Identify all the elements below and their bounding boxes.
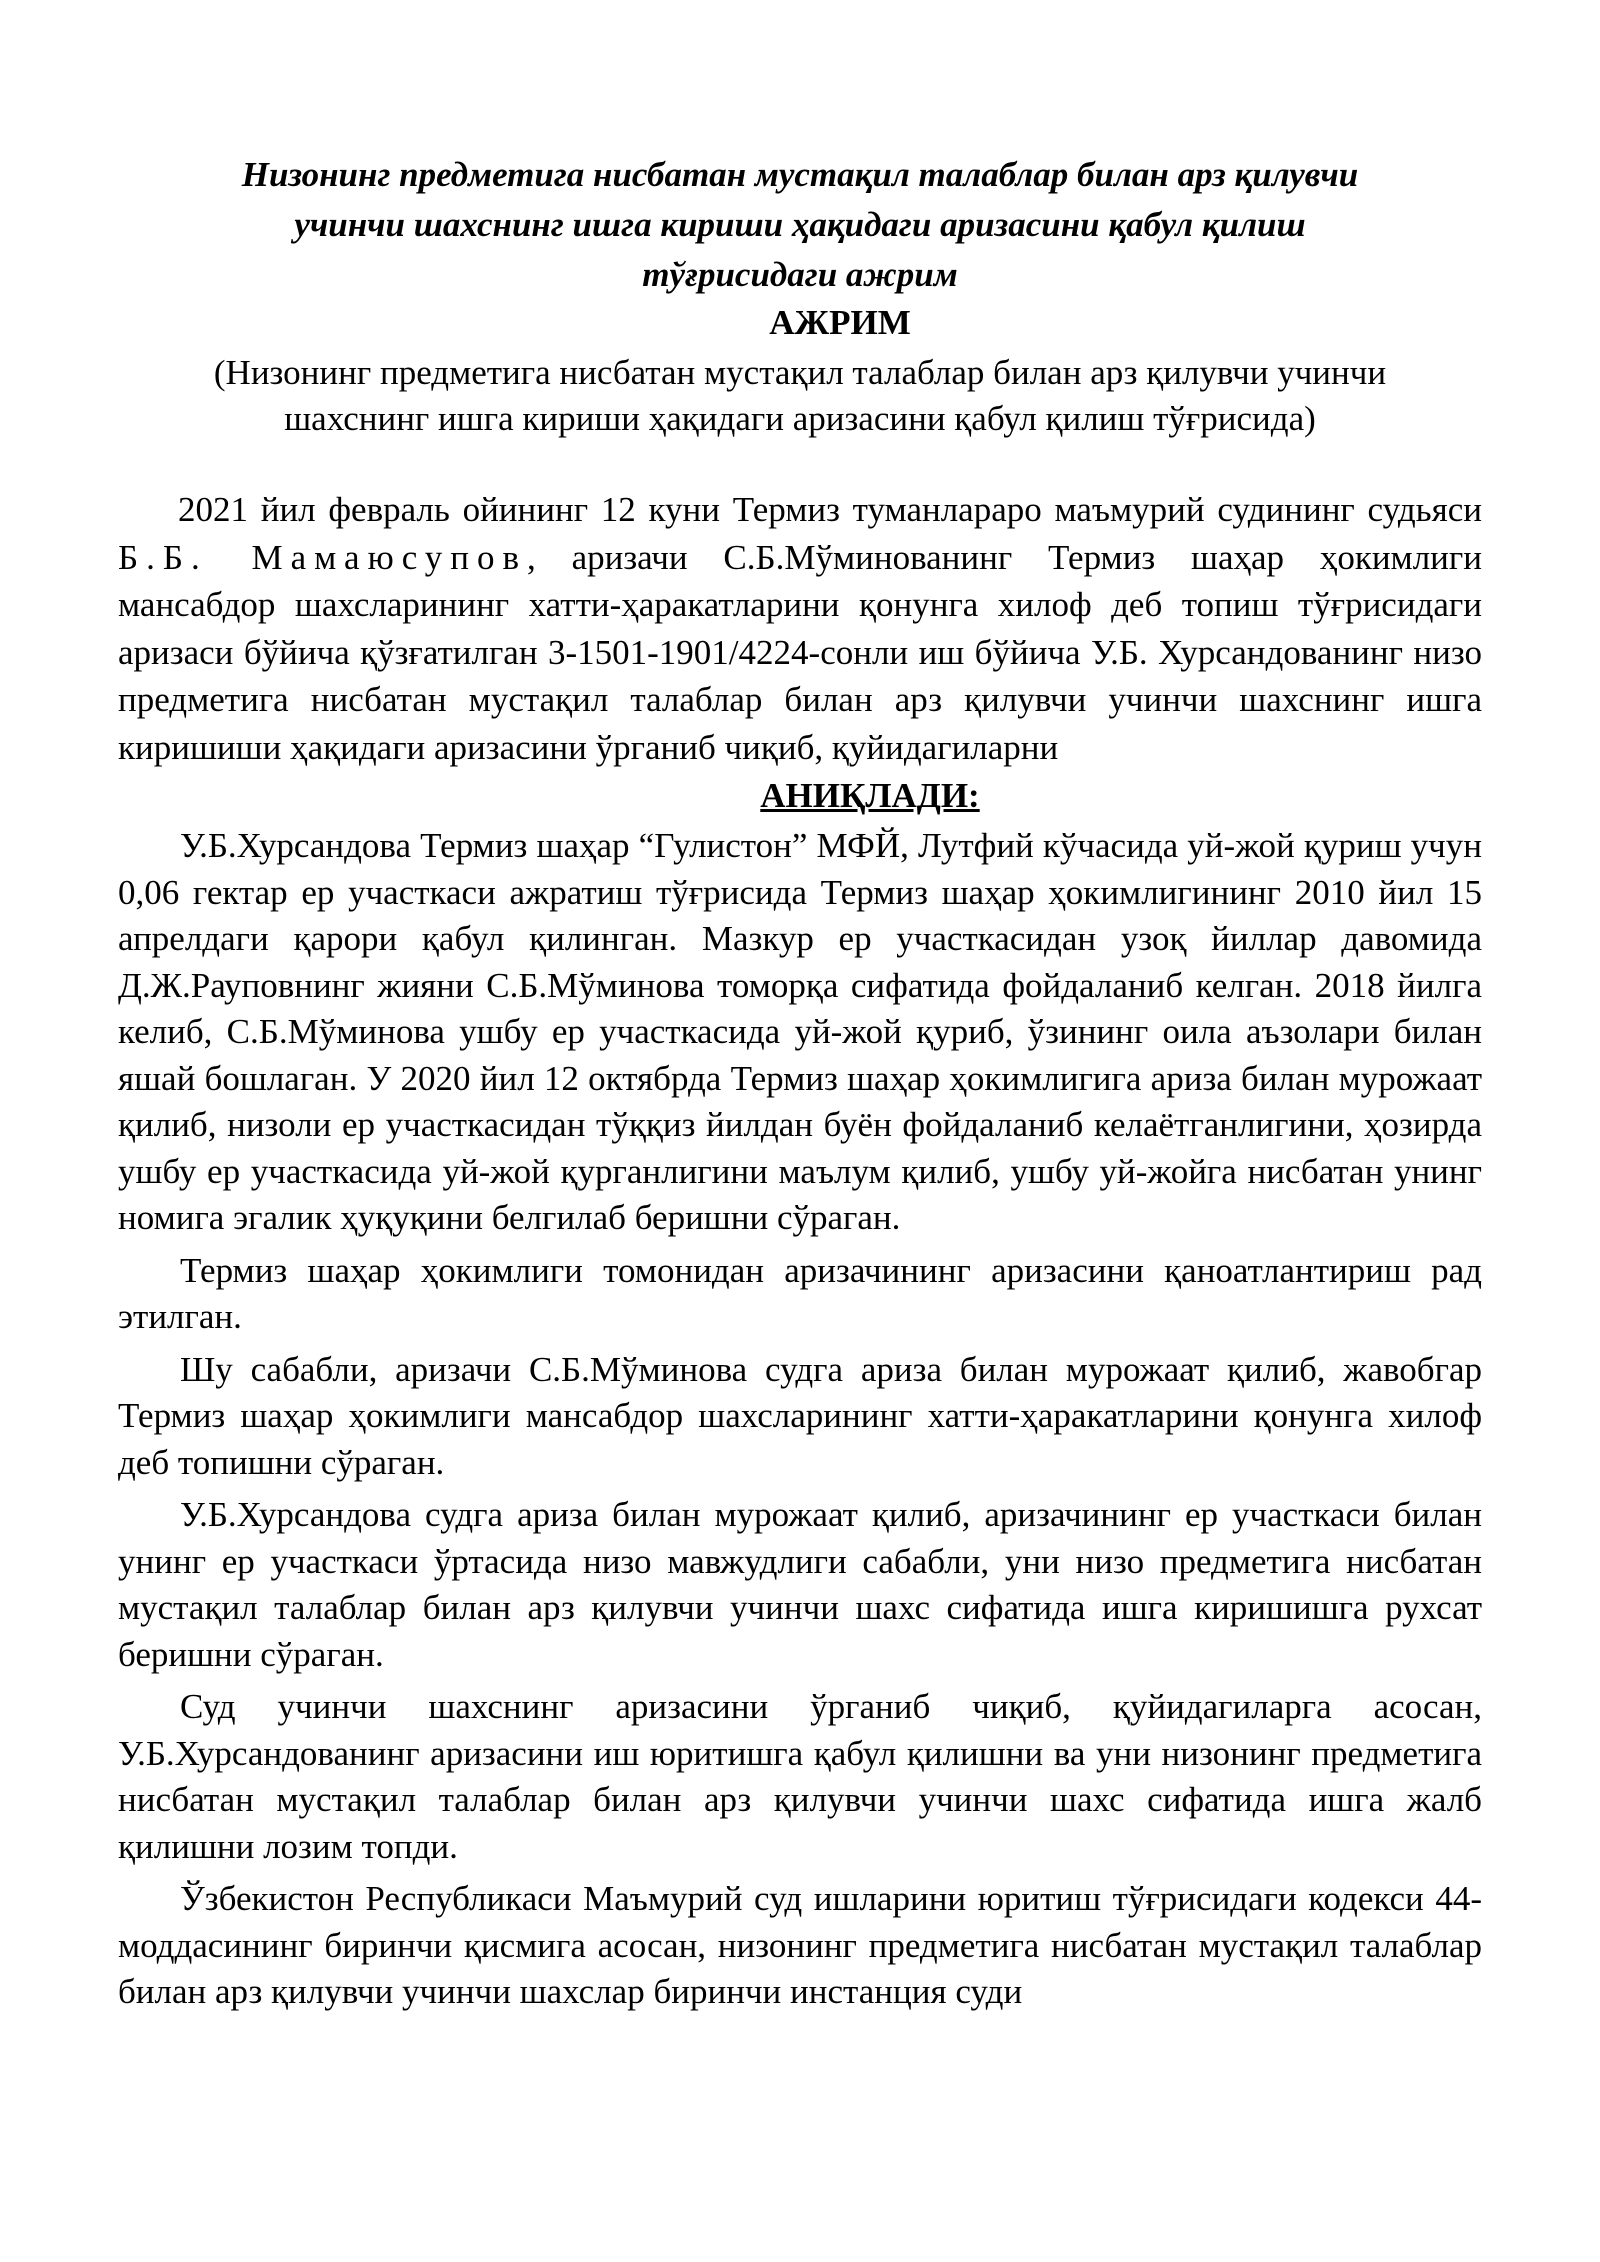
body-paragraph: У.Б.Хурсандова судга ариза билан мурожаат қилиб, аризачининг ер участкаси билан унинг ер участкаси ўртасида низо мавжудлиги сабабли, уни низо предметига нисбатан мустақил талаблар билан арз қилувчи учинчи шахс сифатида ишга киришишга рухсат беришни сўраган. xyxy=(118,1495,1482,1674)
body-paragraph: Суд учинчи шахснинг аризасини ўрганиб чиқиб, қуйидагиларга асосан, У.Б.Хурсандованинг аризасини иш юритишга қабул қилишни ва уни низонинг предметига нисбатан мустақил талаблар билан арз қилувчи учинчи шахс сифатида ишга жалб қилишни лозим топди. xyxy=(118,1687,1482,1866)
section-heading: АНИҚЛАДИ: xyxy=(760,776,980,815)
intro-text-end: , аризачи С.Б.Мўминованинг Термиз шаҳар ҳокимлиги мансабдор шахсларининг хатти-ҳаракатларини қонунга хилоф деб топиш тўғрисидаги аризаси бўйича қўзғатилган 3-1501-1901/4224-сонли иш бўйича У.Б. Хурсандованинг низо предметига нисбатан мустақил талаблар билан арз қилувчи учинчи шахснинг ишга киришиши ҳақидаги аризасини ўрганиб чиқиб, қуйидагиларни xyxy=(118,537,1482,767)
document-title: Низонинг предметига нисбатан мустақил талаблар билан арз қилувчи учинчи шахснинг ишга кириши ҳақидаги аризасини қабул қилиш тўғрисидаги ажрим xyxy=(241,155,1359,294)
decision-subtitle: (Низонинг предметига нисбатан мустақил талаблар билан арз қилувчи учинчи шахснинг ишга кириши ҳақидаги аризасини қабул қилиш тўғрисида) xyxy=(213,353,1387,438)
body-paragraph: Ўзбекистон Республикаси Маъмурий суд ишларини юритиш тўғрисидаги кодекси 44-моддасининг биринчи қисмига асосан, низонинг предметига нисбатан мустақил талаблар билан арз қилувчи учинчи шахслар биринчи инстанция суди xyxy=(118,1879,1482,2011)
intro-paragraph xyxy=(118,486,1482,771)
body-paragraph: Термиз шаҳар ҳокимлиги томонидан аризачининг аризасини қаноатлантириш рад этилган. xyxy=(118,1250,1482,1336)
body-paragraph: У.Б.Хурсандова Термиз шаҳар “Гулистон” МФЙ, Лутфий кўчасида уй-жой қуриш учун 0,06 гектар ер участкаси ажратиш тўғрисида Термиз шаҳар ҳокимлигининг 2010 йил 15 апрелдаги қарори қабул қилинган. Мазкур ер участкасидан узоқ йиллар давомида Д.Ж.Рауповнинг жияни С.Б.Мўминова томорқа сифатида фойдаланиб келган. 2018 йилга келиб, С.Б.Мўминова ушбу ер участкасида уй-жой қуриб, ўзининг оила аъзолари билан яшай бошлаган. У 2020 йил 12 октябрда Термиз шаҳар ҳокимлигига ариза билан мурожаат қилиб, низоли ер участкасидан тўққиз йилдан буён фойдаланиб келаётганлигини, ҳозирда ушбу ер участкасида уй-жой қурганлигини маълум қилиб, ушбу уй-жойга нисбатан унинг номига эгалик ҳуқуқини белгилаб беришни сўраган. xyxy=(118,826,1482,1237)
judge-name: Б.Б. Мамаюсупов xyxy=(118,537,528,577)
intro-text-start: 2021 йил февраль ойининг 12 куни Термиз туманлараро маъмурий судининг судьяси xyxy=(178,490,1482,529)
body-paragraph: Шу сабабли, аризачи С.Б.Мўминова судга ариза билан мурожаат қилиб, жавобгар Термиз шаҳар ҳокимлиги мансабдор шахсларининг хатти-ҳаракатларини қонунга хилоф деб топишни сўраган. xyxy=(118,1349,1482,1482)
document-page xyxy=(118,150,1482,2022)
decision-heading: АЖРИМ xyxy=(769,303,911,342)
